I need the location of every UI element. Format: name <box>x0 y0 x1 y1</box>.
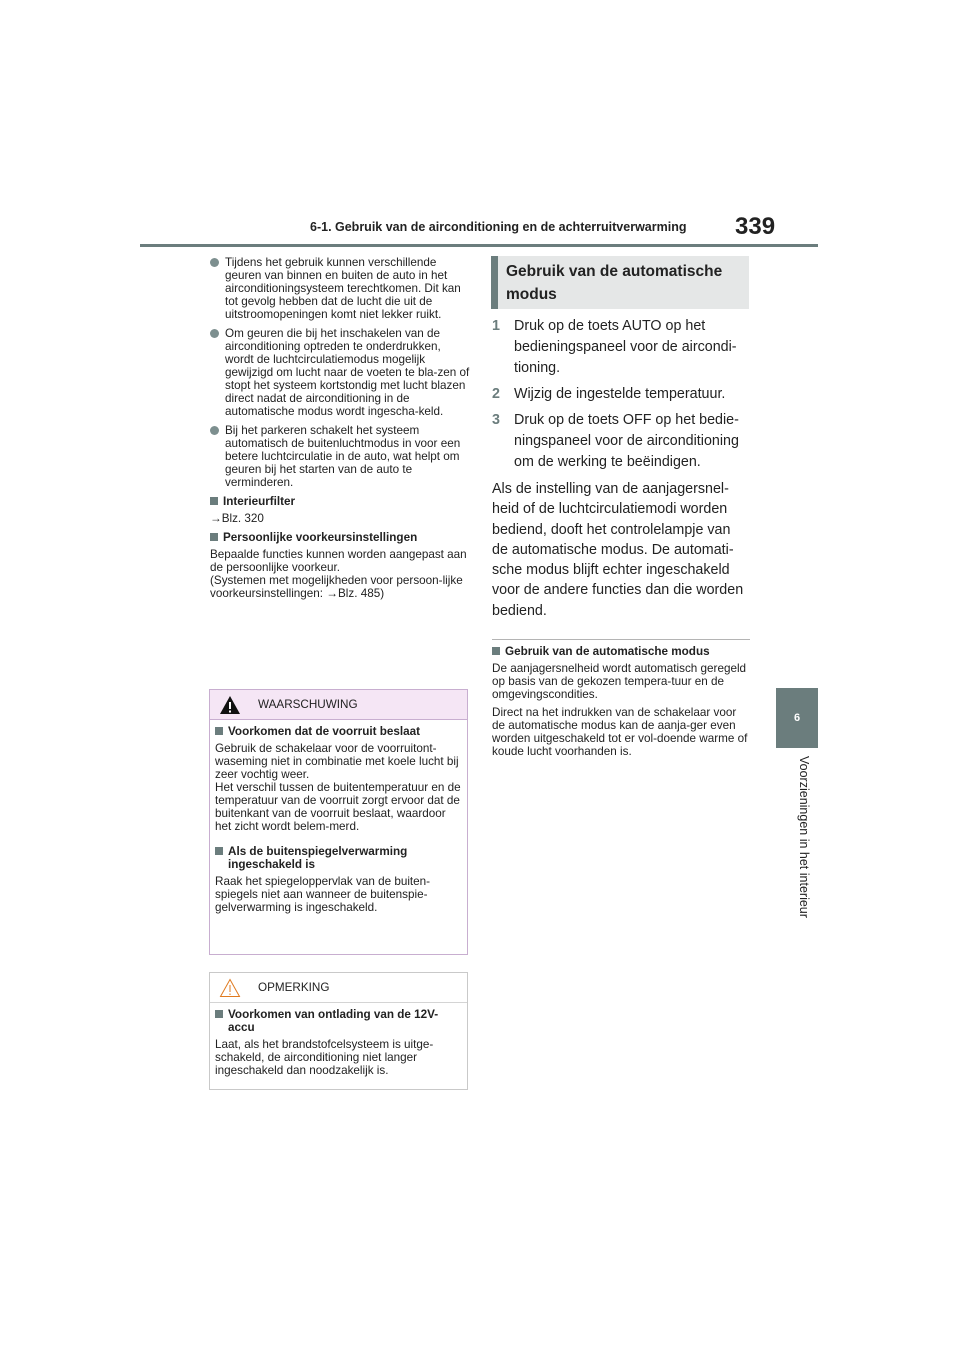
section-header-title: 6-1. Gebruik van de airconditioning en de achterruitverwarming <box>310 220 687 234</box>
notice-text: Laat, als het brandstofcelsysteem is uitge-schakeld, de airconditioning niet langer ingeschakeld dan noodzakelijk is. <box>215 1038 434 1077</box>
step-text: Wijzig de ingestelde temperatuur. <box>514 386 726 402</box>
page-number: 339 <box>735 213 776 240</box>
step-number: 3 <box>492 412 500 428</box>
warning-label: WAARSCHUWING <box>258 698 358 711</box>
caution-triangle-icon <box>210 978 250 998</box>
section-title-box: Gebruik van de automatische modus <box>491 256 749 309</box>
bullet-item: Bij het parkeren schakelt het systeem automatisch de buitenluchtmodus in voor een betere luchtcirculatie in de auto, wat helpt om geuren bij het starten van de auto te verminderen. <box>210 424 472 489</box>
preferences-text-2: (Systemen met mogelijkheden voor persoon-lijke voorkeursinstellingen: →Blz. 485) <box>210 574 463 600</box>
warning-box <box>209 689 468 955</box>
warning-triangle-icon <box>210 695 250 715</box>
step-text: Druk op de toets AUTO op het bedieningspaneel voor de aircondi-tioning. <box>514 318 737 376</box>
subsection-text-2: Direct na het indrukken van de schakelaar voor de automatische modus kan de aanja-ger even worden uitgeschakeld tot er vol-doende warme of koude lucht voorhanden is. <box>492 706 748 759</box>
chapter-label: Voorzieningen in het interieur <box>797 756 811 918</box>
subsection-text-1: De aanjagersnelheid wordt automatisch geregeld op basis van de gekozen tempera-tuur en de omgevingscondities. <box>492 662 747 702</box>
warning-heading-2: Als de buitenspiegelverwarming ingeschakeld is <box>215 845 462 871</box>
chapter-tab: 6 <box>776 688 818 748</box>
warning-text-2: Raak het spiegeloppervlak van de buiten-spiegels niet aan wanneer de buitenspie-gelverwarming is ingeschakeld. <box>215 875 431 914</box>
notice-heading: Voorkomen van ontlading van de 12V-accu <box>215 1008 462 1034</box>
warning-text-1b: Het verschil tussen de buitentemperatuur en de temperatuur van de voorruit zorgt ervoor dat de buitenkant van de voorruit beslaat, waardoor het zicht wordt belem-merd. <box>215 781 461 833</box>
warning-text-1: Gebruik de schakelaar voor de voorruitont-waseming niet in combinatie met koele lucht bij zeer vochtig weer. <box>215 742 459 781</box>
step-item <box>492 384 750 405</box>
step-item <box>492 410 750 473</box>
warning-header <box>210 690 467 720</box>
bullet-item: Tijdens het gebruik kunnen verschillende geuren van binnen en buiten de auto in het airconditioningsysteem terechtkomen. Dit kan tot gevolg hebben dat de lucht die uit de uitstroomopeningen komt niet lekker ruikt. <box>210 256 472 321</box>
left-column <box>210 256 472 600</box>
bullet-item: Om geuren die bij het inschakelen van de airconditioning optreden te onderdrukken, wordt de luchtcirculatiemodus mogelijk gewijzigd om lucht naar de voeten te bla-zen of stopt het systeem kortstondig met lucht blazen direct nadat de airconditioning in de automatische modus wordt ingescha-keld. <box>210 327 472 418</box>
right-column <box>492 316 750 763</box>
notice-box <box>209 972 468 1090</box>
step-number: 1 <box>492 318 500 334</box>
notice-label: OPMERKING <box>258 981 330 994</box>
step-item <box>492 316 750 379</box>
interior-filter-reference: →Blz. 320 <box>210 512 264 525</box>
warning-heading-1: Voorkomen dat de voorruit beslaat <box>215 725 462 738</box>
preferences-heading: Persoonlijke voorkeursinstellingen <box>210 531 472 544</box>
header-divider <box>140 244 818 247</box>
step-number: 2 <box>492 386 500 402</box>
preferences-text: Bepaalde functies kunnen worden aangepast aan de persoonlijke voorkeur. <box>210 548 467 574</box>
interior-filter-heading: Interieurfilter <box>210 495 472 508</box>
notice-header <box>210 973 467 1003</box>
subsection-divider <box>492 639 750 640</box>
step-text: Druk op de toets OFF op het bedie-ningspaneel voor de airconditioning om de werking te beëindigen. <box>514 412 739 470</box>
subsection-heading: Gebruik van de automatische modus <box>492 645 750 658</box>
auto-mode-paragraph: Als de instelling van de aanjagersnel-heid of de luchtcirculatiemodi worden bediend, dooft het controlelampje van de automatische modus. De automati-sche modus blijft echter ingeschakeld voor de andere functies dan die worden bediend. <box>492 481 744 619</box>
